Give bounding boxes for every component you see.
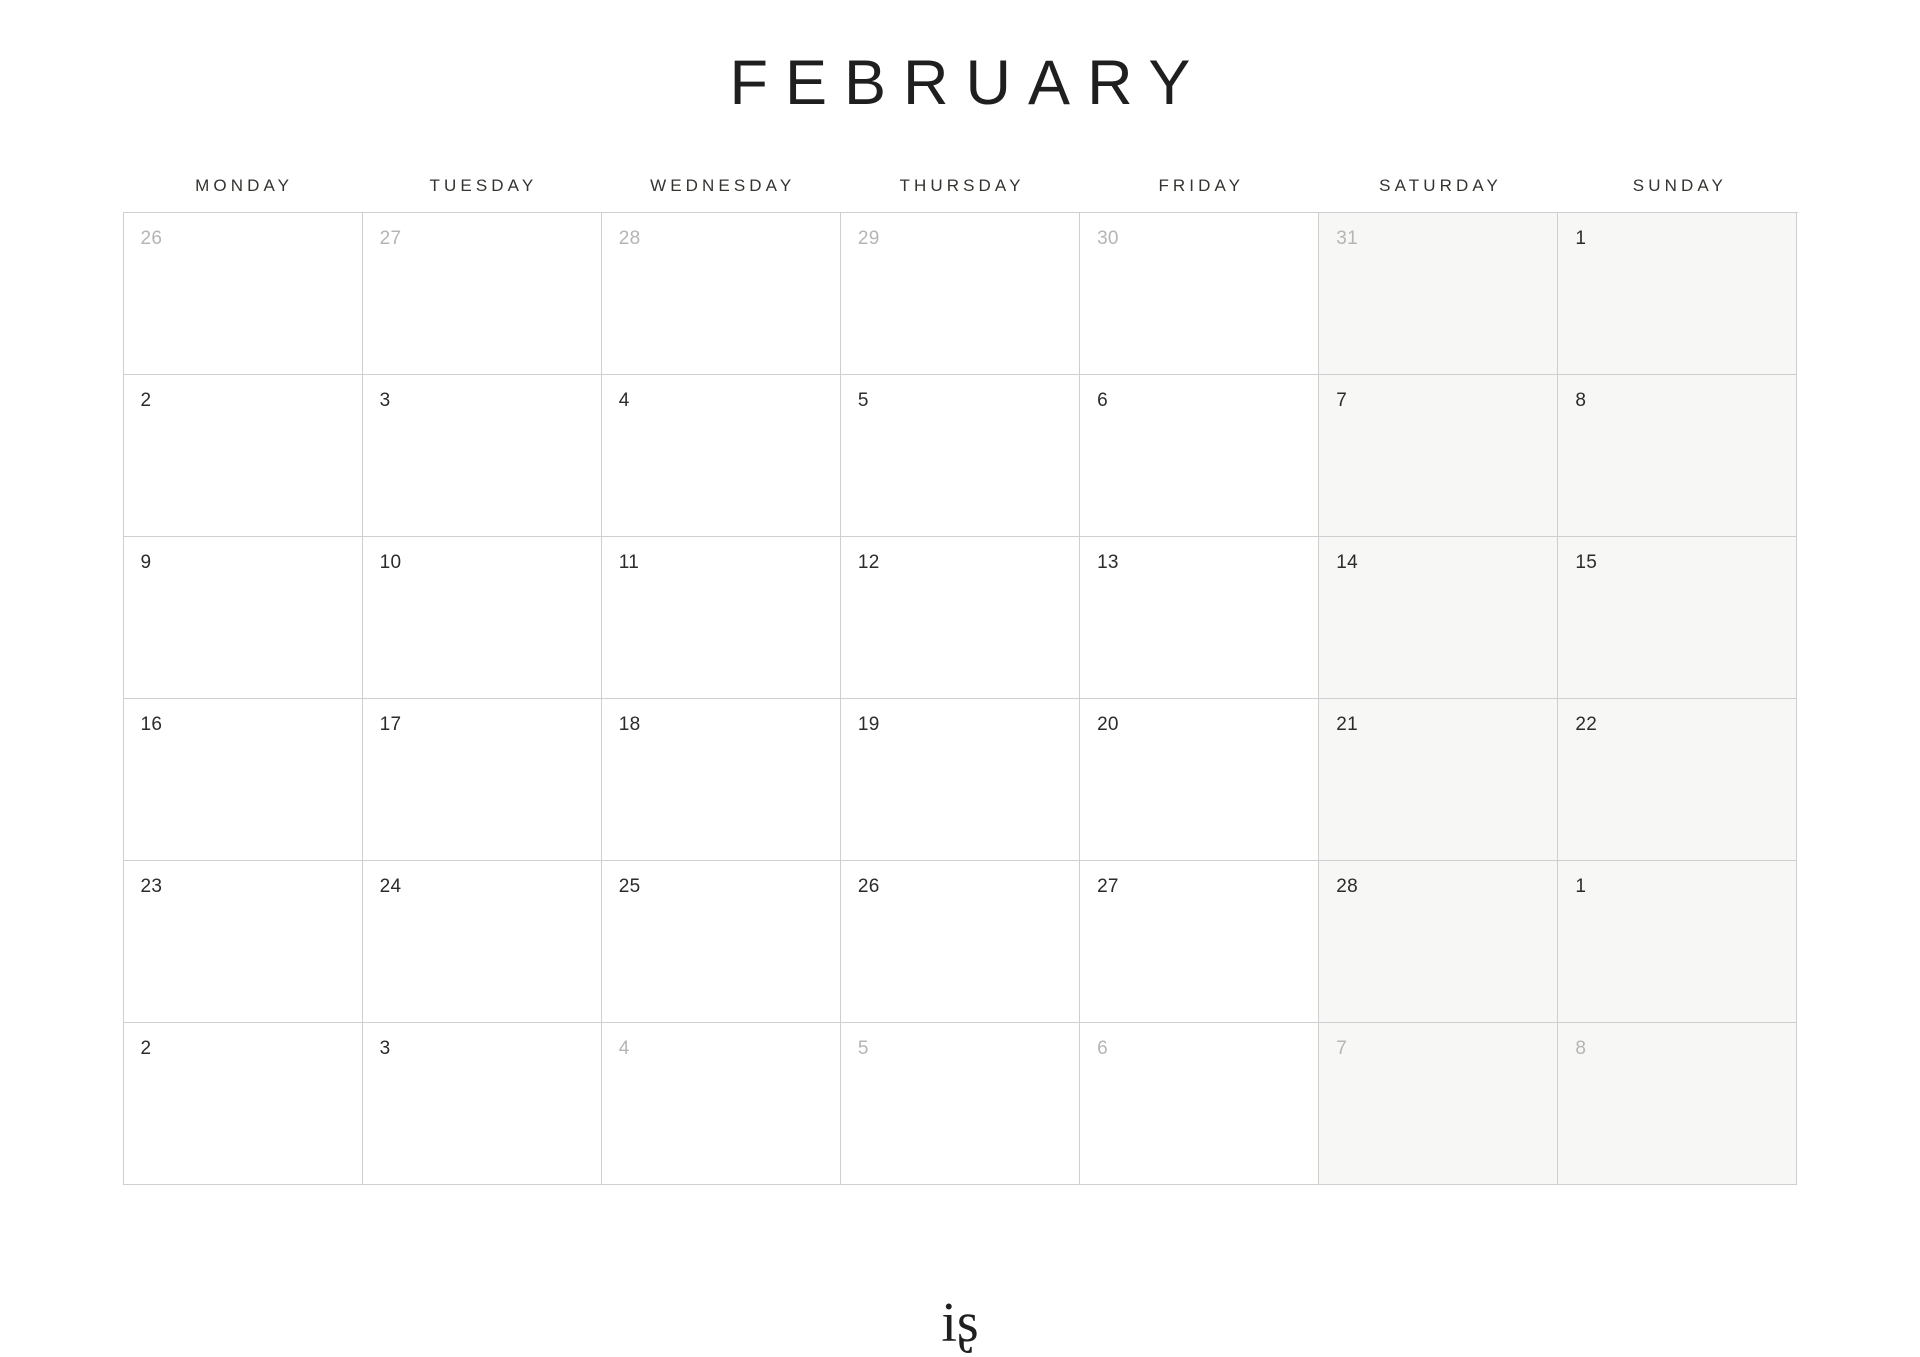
day-cell[interactable]	[602, 537, 841, 699]
day-number: 12	[857, 552, 880, 573]
day-number: 4	[618, 1038, 630, 1059]
day-number: 20	[1097, 714, 1119, 735]
day-number: 10	[379, 552, 402, 573]
day-number: 27	[1097, 876, 1119, 897]
day-cell[interactable]	[602, 213, 841, 375]
day-cell[interactable]	[1080, 699, 1319, 861]
day-cell[interactable]	[1080, 213, 1319, 375]
calendar-grid	[123, 212, 1798, 1185]
day-cell[interactable]	[363, 537, 602, 699]
day-number: 27	[379, 228, 402, 249]
weekday-header-monday: MONDAY	[195, 176, 294, 195]
day-cell[interactable]	[841, 375, 1080, 537]
day-cell[interactable]	[1558, 375, 1797, 537]
day-cell[interactable]	[124, 375, 363, 537]
day-cell[interactable]	[1319, 537, 1558, 699]
day-number: 8	[1575, 1038, 1587, 1059]
day-cell[interactable]	[124, 537, 363, 699]
day-number: 8	[1575, 390, 1587, 411]
footer-logo-mark: iʂ	[941, 1292, 979, 1354]
day-number: 6	[1097, 390, 1108, 411]
day-number: 7	[1336, 390, 1348, 411]
day-number: 21	[1336, 714, 1358, 735]
day-cell[interactable]	[1080, 375, 1319, 537]
day-number: 3	[379, 390, 391, 411]
weekday-header-wednesday: WEDNESDAY	[650, 176, 796, 195]
weekday-header-friday: FRIDAY	[1158, 176, 1245, 195]
day-cell[interactable]	[841, 1023, 1080, 1185]
day-number: 25	[618, 876, 641, 897]
day-cell[interactable]	[841, 861, 1080, 1023]
day-cell[interactable]	[1558, 699, 1797, 861]
day-cell[interactable]	[124, 699, 363, 861]
day-cell[interactable]	[1319, 375, 1558, 537]
day-cell[interactable]	[1080, 537, 1319, 699]
day-number: 2	[140, 1038, 152, 1059]
day-cell[interactable]	[1319, 213, 1558, 375]
day-number: 26	[140, 228, 163, 249]
day-cell[interactable]	[363, 213, 602, 375]
day-cell[interactable]	[363, 861, 602, 1023]
day-number: 19	[857, 714, 880, 735]
day-number: 5	[857, 1038, 869, 1059]
day-cell[interactable]	[1558, 213, 1797, 375]
day-cell[interactable]	[602, 699, 841, 861]
day-cell[interactable]	[1319, 1023, 1558, 1185]
day-cell[interactable]	[124, 861, 363, 1023]
day-cell[interactable]	[1558, 1023, 1797, 1185]
day-number: 7	[1336, 1038, 1348, 1059]
day-number: 11	[618, 552, 640, 573]
day-cell[interactable]	[363, 699, 602, 861]
day-cell[interactable]	[363, 375, 602, 537]
day-number: 28	[618, 228, 641, 249]
day-cell[interactable]	[602, 861, 841, 1023]
day-cell[interactable]	[124, 1023, 363, 1185]
weekday-header-row	[123, 176, 1798, 212]
day-number: 13	[1097, 552, 1119, 573]
day-number: 31	[1336, 228, 1358, 249]
day-number: 18	[618, 714, 641, 735]
day-cell[interactable]	[1319, 699, 1558, 861]
day-number: 5	[857, 390, 869, 411]
page-title: FEBRUARY	[729, 48, 1208, 118]
day-number: 3	[379, 1038, 391, 1059]
day-number: 22	[1575, 714, 1598, 735]
day-number: 24	[379, 876, 402, 897]
day-number: 29	[857, 228, 880, 249]
day-number: 17	[379, 714, 402, 735]
weekday-header-sunday: SUNDAY	[1632, 176, 1727, 195]
weekday-header-thursday: THURSDAY	[899, 176, 1025, 195]
day-number: 14	[1336, 552, 1358, 573]
day-cell[interactable]	[841, 213, 1080, 375]
day-cell[interactable]	[1558, 861, 1797, 1023]
day-number: 23	[140, 876, 163, 897]
weekday-header-tuesday: TUESDAY	[429, 176, 538, 195]
day-number: 26	[857, 876, 880, 897]
day-number: 9	[140, 552, 152, 573]
day-cell[interactable]	[841, 537, 1080, 699]
day-cell[interactable]	[1319, 861, 1558, 1023]
day-number: 6	[1097, 1038, 1108, 1059]
day-cell[interactable]	[602, 1023, 841, 1185]
day-number: 15	[1575, 552, 1598, 573]
day-cell[interactable]	[841, 699, 1080, 861]
day-number: 4	[618, 390, 630, 411]
day-number: 1	[1575, 876, 1587, 897]
day-cell[interactable]	[1080, 1023, 1319, 1185]
day-cell[interactable]	[602, 375, 841, 537]
day-number: 1	[1575, 228, 1587, 249]
day-number: 2	[140, 390, 152, 411]
day-number: 16	[140, 714, 163, 735]
day-cell[interactable]	[1080, 861, 1319, 1023]
day-cell[interactable]	[1558, 537, 1797, 699]
day-cell[interactable]	[124, 213, 363, 375]
day-number: 30	[1097, 228, 1119, 249]
weekday-header-saturday: SATURDAY	[1379, 176, 1502, 195]
day-number: 28	[1336, 876, 1358, 897]
day-cell[interactable]	[363, 1023, 602, 1185]
